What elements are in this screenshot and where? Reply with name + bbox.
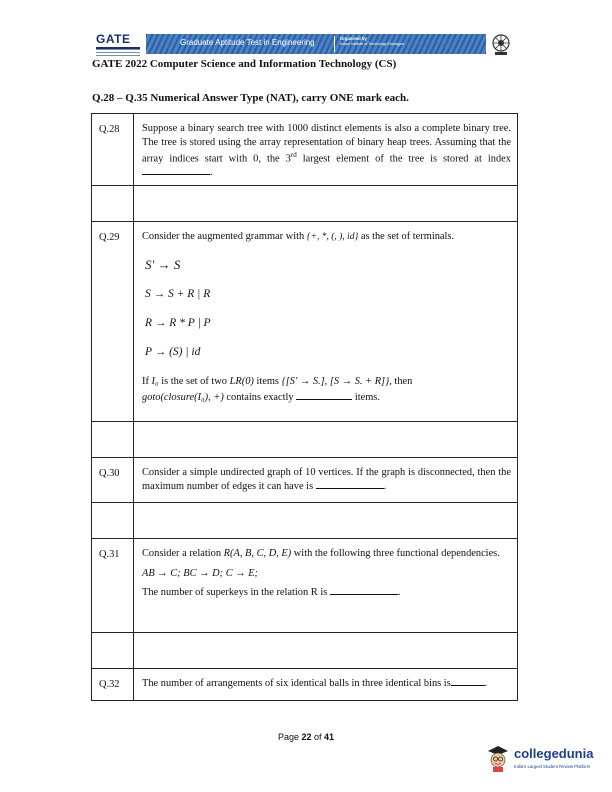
page-label: Page [277,732,302,742]
production: S′ → S [145,256,181,272]
collegedunia-watermark [486,742,606,782]
answer-blank [451,677,485,686]
answer-blank [316,480,384,489]
question-text [134,539,518,633]
empty-cell [134,422,518,458]
production: P → (S) | id [145,345,201,358]
empty-cell [92,186,134,222]
gate-header [88,30,520,60]
functional-dependencies: AB → C; BC → D; C → E; [142,567,259,579]
question-number: Q.31 [92,539,134,633]
question-text-part: Consider the augmented grammar with [142,231,307,242]
question-text-part: The number of superkeys in the relation R is [142,587,328,599]
banner-organizer [340,36,404,47]
answer-blank [142,166,210,175]
question-row [92,669,518,701]
question-text [134,222,518,422]
gate-logo-stripes [96,47,140,57]
production: S → S + R | R [145,287,211,300]
question-end: . [397,587,401,599]
production: R → R * P | P [145,316,211,329]
question-text-part: with the following three functional dependencies. [291,548,500,559]
question-text-part: largest element of the tree is stored at index [296,153,511,165]
relation-schema: R(A, B, C, D, E) [223,548,292,559]
question-number: Q.30 [92,458,134,503]
student-mascot-icon [486,744,510,772]
question-text [134,458,518,503]
question-text-part: The number of arrangements of six identical balls in three identical bins is [142,678,451,689]
answer-blank [296,391,352,400]
answer-row [92,186,518,222]
question-text-part: Suppose a binary search tree with 1000 distinct elements is also a complete binary tree. The tree is stored using the array representation of binary heap trees. Assuming that the array indices start with 0, the 3 [142,123,511,165]
question-number: Q.29 [92,222,134,422]
section-title: Q.28 – Q.35 Numerical Answer Type (NAT), carry ONE mark each. [92,92,409,104]
empty-cell [134,633,518,669]
question-text-part: Consider a relation [142,548,224,559]
question-end: . [484,678,488,689]
grammar-productions [145,255,511,371]
exam-title: GATE 2022 Computer Science and Information Technology (CS) [92,58,397,70]
terminal-set: {+, *, (, ), id} [306,232,359,242]
page-footer [0,732,612,742]
answer-row [92,422,518,458]
question-number: Q.32 [92,669,134,701]
brand-tagline: India's Largest Student Review Platform [514,764,591,769]
iit-emblem-icon [490,33,512,57]
organizer-name: Indian Institute of Technology Kharagpur [340,42,405,46]
question-text-part: Consider a simple undirected graph of 10 vertices. If the graph is disconnected, then the maximum number of edges it can have is [142,467,511,492]
question-number: Q.28 [92,114,134,186]
question-row [92,539,518,633]
question-row [92,222,518,422]
brand-name: collegedunia [514,746,594,761]
banner-divider [334,36,335,52]
question-text-part: as the set of terminals. [358,231,455,242]
ordinal-suffix: rd [290,151,297,160]
answer-row [92,633,518,669]
question-text-part: , then [389,375,413,387]
banner-title: Graduate Aptitude Test in Engineering [180,38,315,47]
organized-by-label: Organised by [340,36,367,41]
gate-logo [96,32,146,58]
header-banner [146,34,486,54]
question-text [134,114,518,186]
page-total: 41 [324,732,335,742]
answer-row [92,503,518,539]
empty-cell [134,186,518,222]
empty-cell [92,422,134,458]
question-end: . [383,480,387,492]
question-text [134,669,518,701]
question-text-part: contains exactly [223,392,297,404]
item-set-symbol: I₀ [151,375,159,387]
question-row [92,114,518,186]
question-end: . [210,167,213,179]
empty-cell [134,503,518,539]
question-text-part: items [253,375,282,387]
gate-logo-text: GATE [96,32,131,46]
goto-expression: goto(closure(I₀), +) [142,392,224,404]
question-text-part: items. [352,392,380,404]
page-of: of [311,732,325,742]
lr0-items: {[S′ → S.], [S → S. + R]} [281,375,390,387]
answer-blank [330,586,398,595]
empty-cell [92,633,134,669]
question-text-part: is the set of two [158,375,230,387]
question-text-part: If [142,375,152,387]
question-table [91,113,518,701]
page-number: 22 [301,732,312,742]
question-row [92,458,518,503]
lr0-label: LR(0) [229,375,254,387]
empty-cell [92,503,134,539]
